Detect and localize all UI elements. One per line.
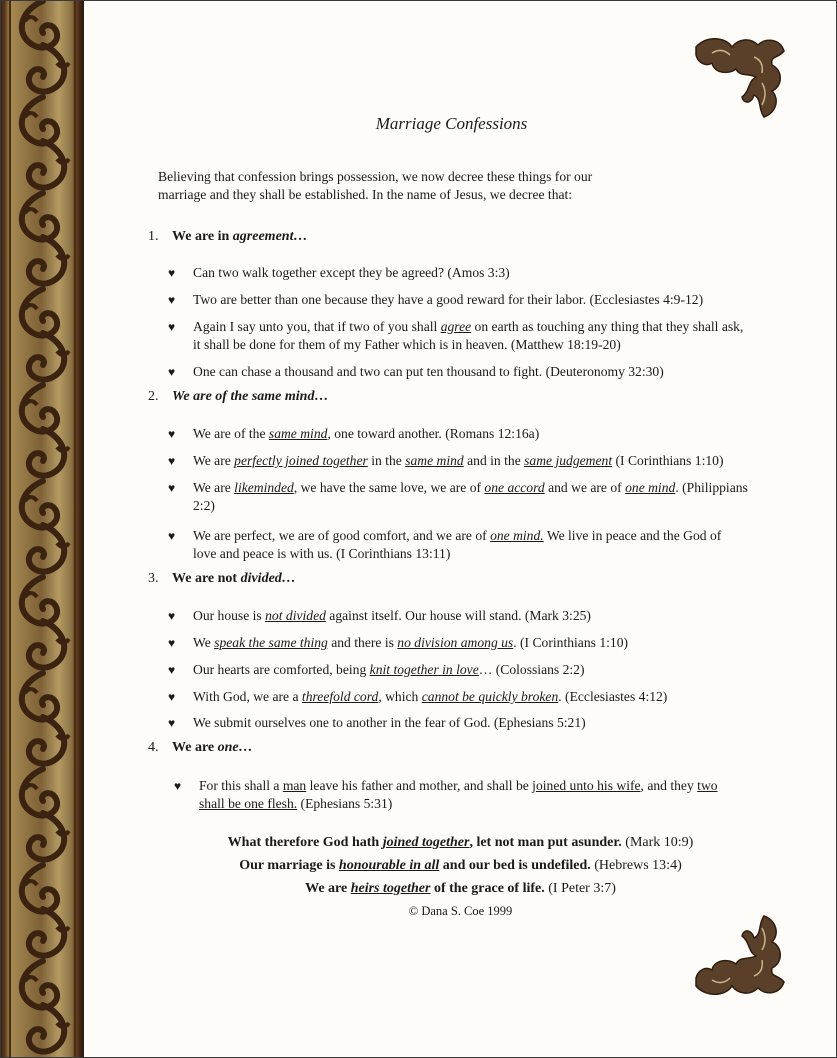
- list-item: ♥ We are of the same mind, one toward another. (Romans 12:16a): [168, 426, 540, 441]
- heart-bullet-icon: ♥: [174, 779, 182, 793]
- intro-line-2: marriage and they shall be established. In the name of Jesus, we decree that:: [158, 187, 573, 202]
- heart-bullet-icon: ♥: [168, 663, 176, 677]
- heart-bullet-icon: ♥: [168, 427, 176, 441]
- closing-line-2: Our marriage is honourable in all and our bed is undefiled. (Hebrews 13:4): [239, 858, 682, 873]
- section-1-heading: 1. We are in agreement…: [148, 229, 308, 244]
- heart-bullet-icon: ♥: [168, 690, 176, 704]
- list-item: ♥ We speak the same thing and there is no division among us. (I Corinthians 1:10): [168, 635, 629, 650]
- section-4-heading: 4. We are one…: [148, 740, 253, 755]
- heart-bullet-icon: ♥: [168, 454, 176, 468]
- page-title: Marriage Confessions: [375, 114, 528, 133]
- list-item: ♥ We are perfectly joined together in the same mind and in the same judgement (I Corinthians 1:10): [168, 453, 724, 468]
- list-item: ♥ One can chase a thousand and two can put ten thousand to fight. (Deuteronomy 32:30): [168, 364, 664, 379]
- corner-flourish-top-icon: [692, 33, 788, 119]
- list-item: ♥ Two are better than one because they have a good reward for their labor. (Ecclesiastes 4:9-12): [168, 292, 704, 307]
- decorative-side-border: [1, 1, 84, 1057]
- copyright-notice: © Dana S. Coe 1999: [408, 904, 513, 918]
- closing-line-1: What therefore God hath joined together, let not man put asunder. (Mark 10:9): [227, 835, 694, 850]
- list-item: ♥ We are perfect, we are of good comfort, and we are of one mind. We live in peace and the God of love and peace is with us. (I Corinthians 13:11): [168, 528, 722, 561]
- section-2-heading: 2. We are of the same mind…: [148, 389, 329, 404]
- list-item: ♥ We are likeminded, we have the same love, we are of one accord and we are of one mind. (Philippians 2:2): [168, 480, 748, 513]
- scroll-ornament: [11, 1, 75, 1057]
- list-item: ♥ Again I say unto you, that if two of you shall agree on earth as touching any thing that they shall ask, it shall be done for them of my Father which is in heaven. (Matthew 18:19-20): [168, 319, 744, 352]
- heart-bullet-icon: ♥: [168, 716, 176, 730]
- heart-bullet-icon: ♥: [168, 293, 176, 307]
- list-item: ♥ Our house is not divided against itself. Our house will stand. (Mark 3:25): [168, 608, 591, 623]
- heart-bullet-icon: ♥: [168, 320, 176, 334]
- heart-bullet-icon: ♥: [168, 266, 176, 280]
- list-item: ♥ With God, we are a threefold cord, which cannot be quickly broken. (Ecclesiastes 4:12): [168, 689, 668, 704]
- heart-bullet-icon: ♥: [168, 636, 176, 650]
- heart-bullet-icon: ♥: [168, 481, 176, 495]
- intro-paragraph: [158, 168, 618, 204]
- intro-line-1: Believing that confession brings possession, we now decree these things for our: [158, 169, 593, 184]
- heart-bullet-icon: ♥: [168, 365, 176, 379]
- list-item: ♥ For this shall a man leave his father and mother, and shall be joined unto his wife, and they two shall be one flesh. (Ephesians 5:31): [174, 778, 718, 811]
- section-3-heading: 3. We are not divided…: [148, 571, 296, 586]
- list-item: ♥ We submit ourselves one to another in the fear of God. (Ephesians 5:21): [168, 715, 586, 730]
- heart-bullet-icon: ♥: [168, 609, 176, 623]
- list-item: ♥ Our hearts are comforted, being knit together in love… (Colossians 2:2): [168, 662, 585, 677]
- closing-line-3: We are heirs together of the grace of life. (I Peter 3:7): [305, 881, 616, 896]
- heart-bullet-icon: ♥: [168, 529, 176, 543]
- corner-flourish-bottom-icon: [692, 912, 788, 1000]
- list-item: ♥ Can two walk together except they be agreed? (Amos 3:3): [168, 265, 510, 280]
